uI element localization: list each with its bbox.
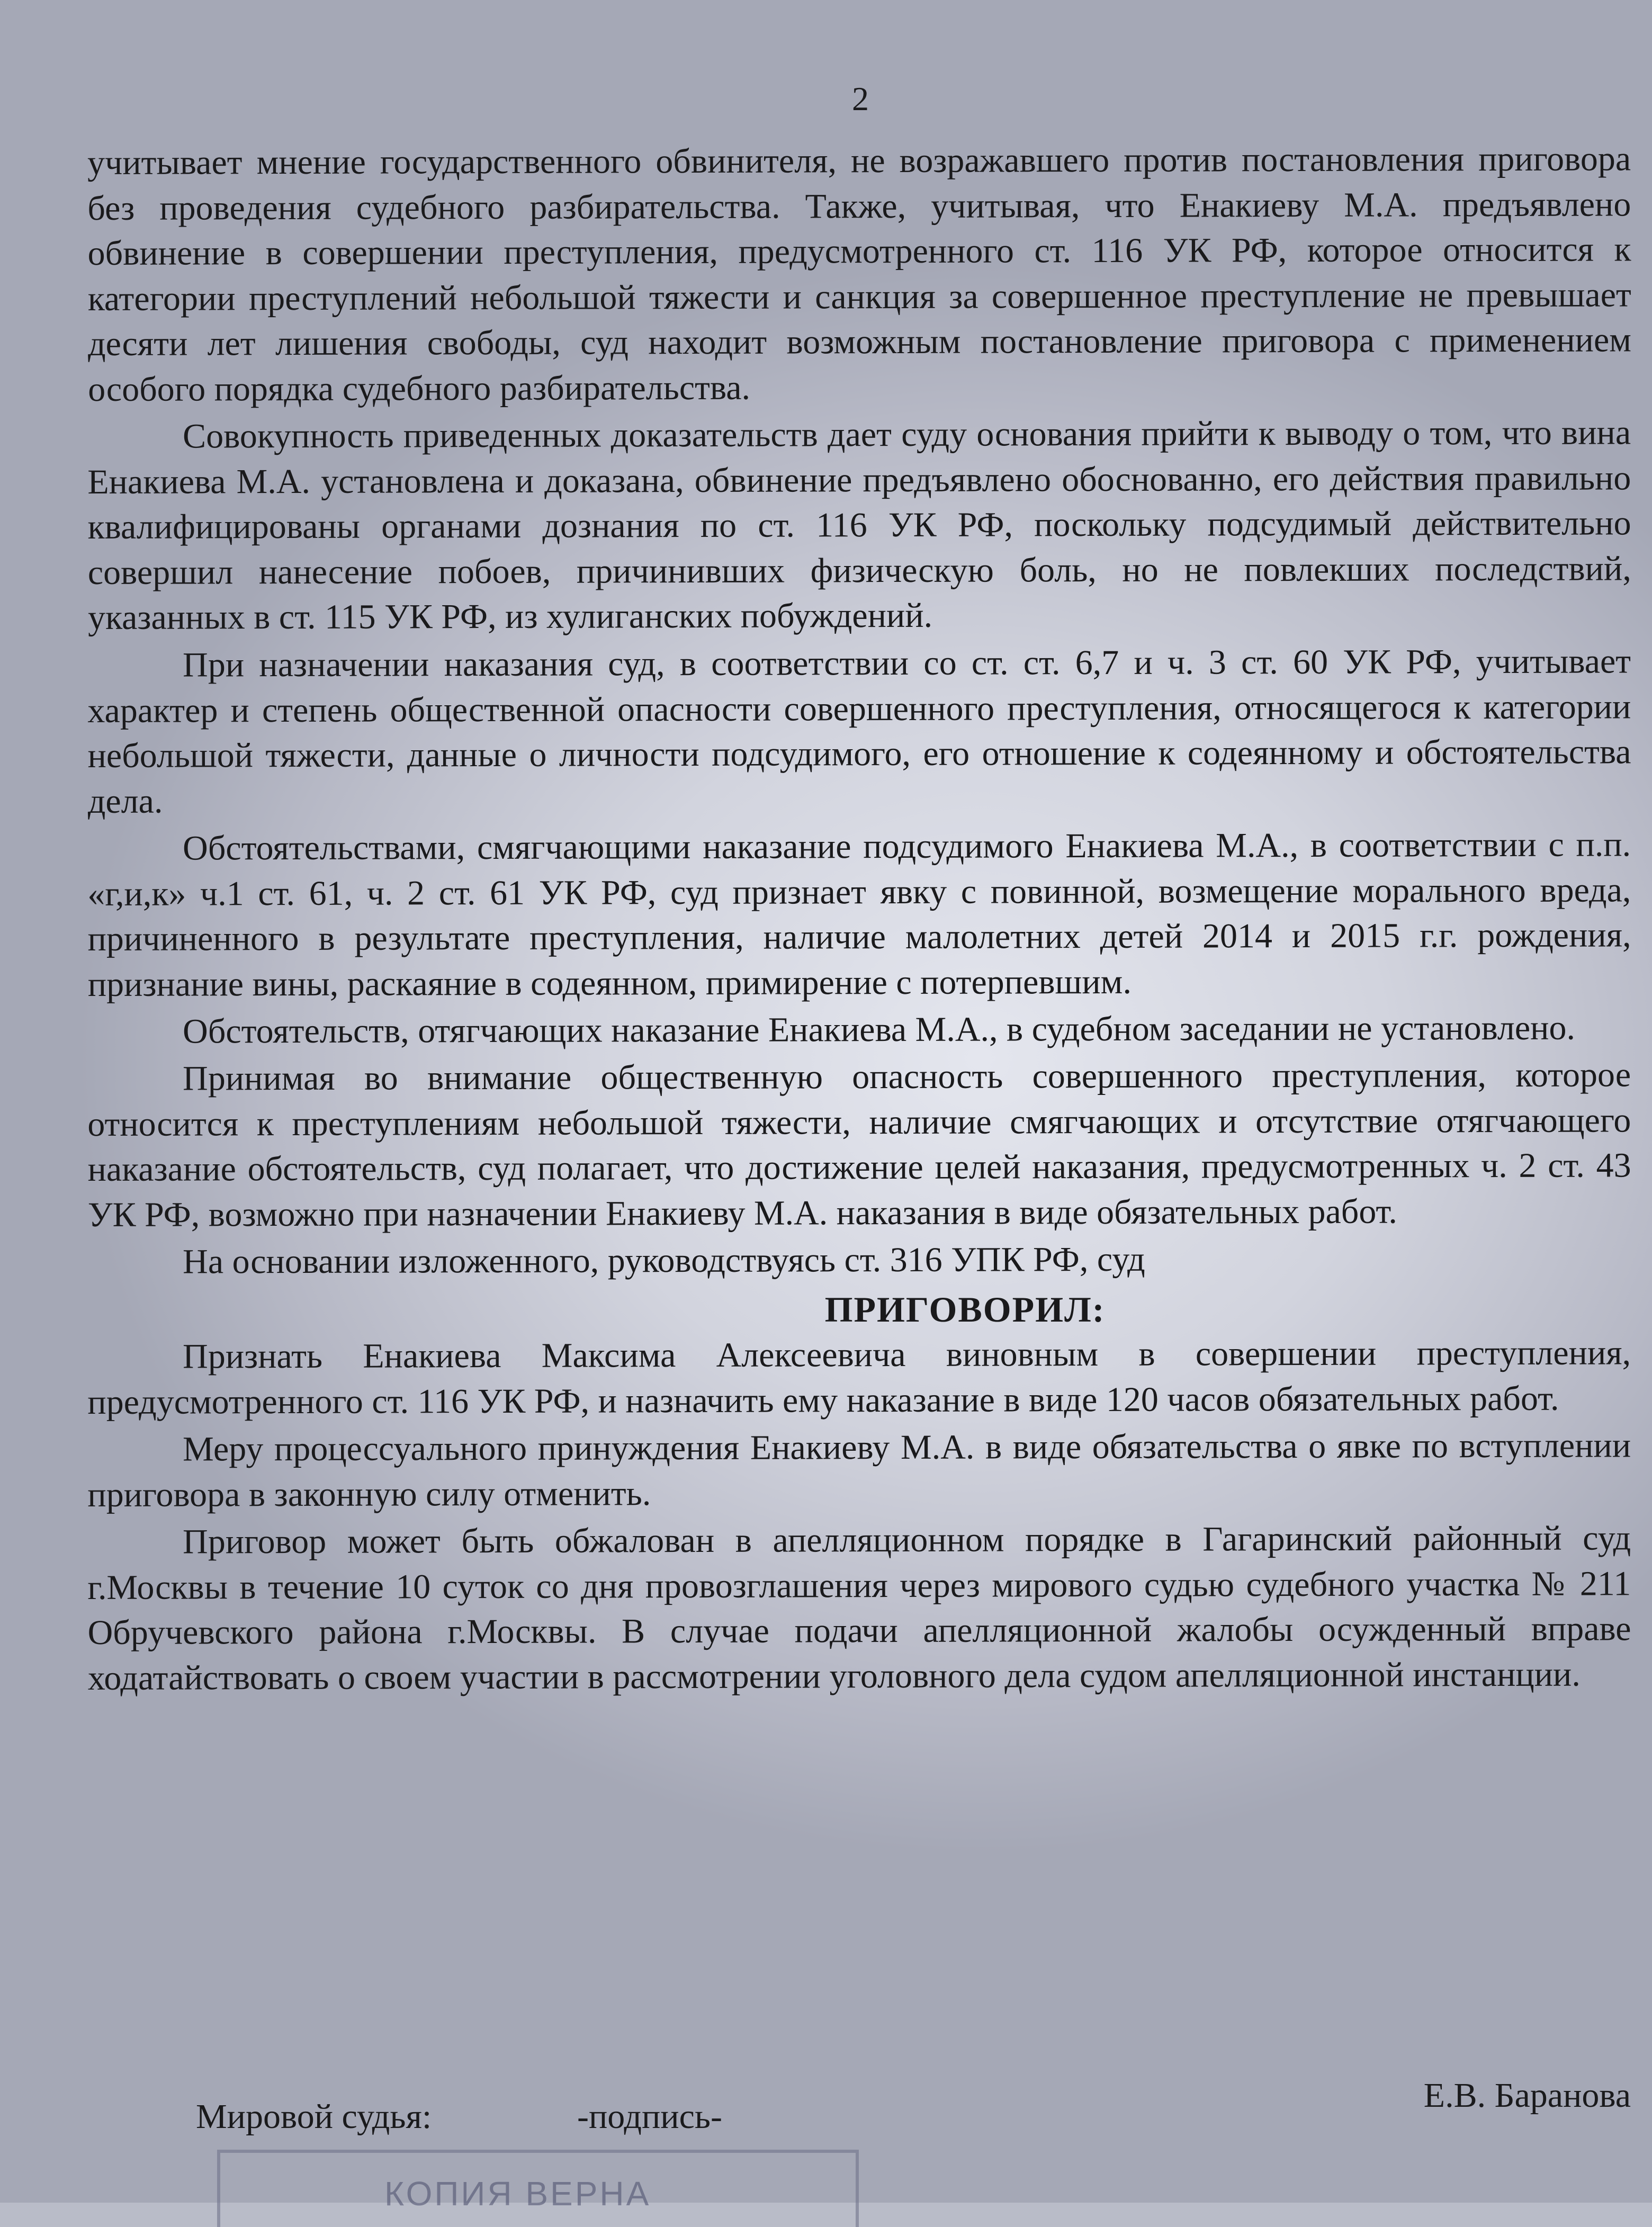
paragraph: При назначении наказания суд, в соответствии со ст. ст. 6,7 и ч. 3 ст. 60 УК РФ, учитывает характер и степень общественной опасности совершенного преступления, относящегося к категории небольшой тяжести, данные о личности подсудимого, его отношение к содеянному и обстоятельства дела. — [87, 641, 1631, 820]
signature-title: Мировой судья: — [196, 2097, 432, 2136]
copy-stamp — [217, 2150, 859, 2227]
stamp-text: КОПИЯ ВЕРНА — [384, 2175, 651, 2213]
paragraph: Обстоятельств, отягчающих наказание Енакиева М.А., в судебном заседании не установлено. — [183, 1008, 1576, 1051]
signature-block — [196, 2076, 1631, 2139]
paragraph: На основании изложенного, руководствуясь ст. 316 УПК РФ, суд — [183, 1240, 1145, 1281]
paragraph: учитывает мнение государственного обвинителя, не возражавшего против постановления приговора без проведения судебного разбирательства. Также, учитывая, что Енакиеву М.А. предъявлено обвинение в совершении преступления, предусмотренного ст. 116 УК РФ, которое относится к категории преступлений небольшой тяжести и санкция за совершенное преступление не превышает десяти лет лишения свободы, суд находит возможным постановление приговора с применением особого порядка судебного разбирательства. — [87, 139, 1632, 409]
document-body — [87, 140, 1631, 1703]
paragraph: Совокупность приведенных доказательств дает суду основания прийти к выводу о том, что вина Енакиева М.А. установлена и доказана, обвинение предъявлено обоснованно, его действия правильно квалифицированы органами дознания по ст. 116 УК РФ, поскольку подсудимый действительно совершил нанесение побоев, причинивших физическую боль, но не повлекших последствий, указанных в ст. 115 УК РФ, из хулиганских побуждений. — [87, 413, 1631, 637]
page-number: 2 — [852, 80, 869, 118]
verdict-heading: ПРИГОВОРИЛ: — [824, 1289, 1106, 1330]
paragraph: Обстоятельствами, смягчающими наказание подсудимого Енакиева М.А., в соответствии с п.п. «г,и,к» ч.1 ст. 61, ч. 2 ст. 61 УК РФ, суд признает явку с повинной, возмещение морального вреда, причиненного в результате преступления, наличие малолетних детей 2014 и 2015 г.г. рождения, признание вины, раскаяние в содеянном, примирение с потерпевшим. — [87, 824, 1631, 1003]
signature-mark: -подпись- — [577, 2097, 722, 2136]
verdict-paragraph: Признать Енакиева Максима Алексеевича виновным в совершении преступления, предусмотренного ст. 116 УК РФ, и назначить ему наказание в виде 120 часов обязательных работ. — [87, 1333, 1631, 1422]
judge-name: Е.В. Баранова — [1423, 2076, 1631, 2115]
verdict-paragraph: Приговор может быть обжалован в апелляционном порядке в Гагаринский районный суд г.Москвы в течение 10 суток со дня провозглашения через мирового судью судебного участка № 211 Обручевского района г.Москвы. В случае подачи апелляционной жалобы осужденный вправе ходатайствовать о своем участии в рассмотрении уголовного дела судом апелляционной инстанции. — [87, 1519, 1631, 1698]
paragraph: Принимая во внимание общественную опасность совершенного преступления, которое относится к преступлениям небольшой тяжести, наличие смягчающих и отсутствие отягчающего наказание обстоятельств, суд полагает, что достижение целей наказания, предусмотренных ч. 2 ст. 43 УК РФ, возможно при назначении Енакиеву М.А. наказания в виде обязательных работ. — [87, 1055, 1631, 1234]
verdict-paragraph: Меру процессуального принуждения Енакиеву М.А. в виде обязательства о явке по вступлении приговора в законную силу отменить. — [87, 1426, 1631, 1514]
